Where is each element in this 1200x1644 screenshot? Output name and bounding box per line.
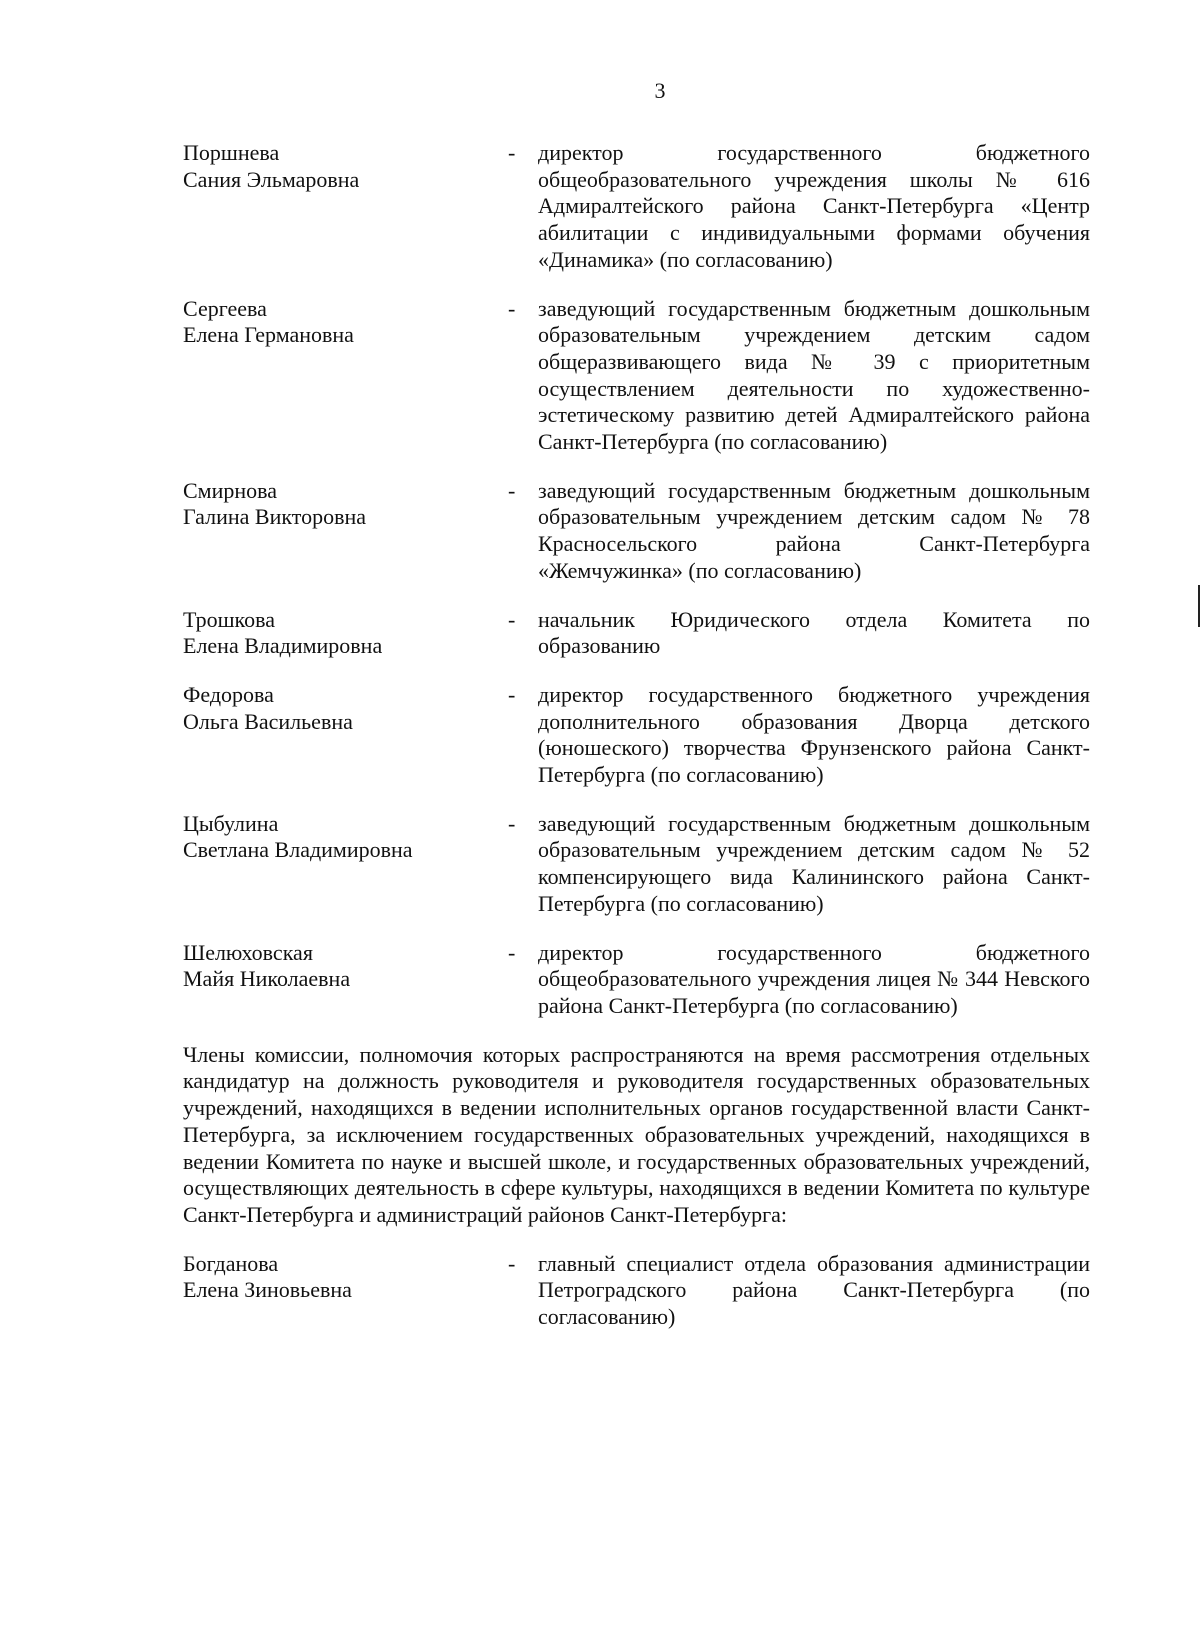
member-entry [183, 478, 1090, 585]
entry-dash: - [508, 810, 516, 836]
commission-paragraph: Члены комиссии, полномочия которых распространяются на время рассмотрения отдельных кандидатур на должность руководителя и руководителя государственных образовательных учреждений, находящихся в ведении исполнительных органов государственной власти Санкт-Петербурга, за исключением государственных образовательных учреждений, находящихся в ведении Комитета по науке и высшей школе, и государственных образовательных учреждений, осуществляющих деятельность в сфере культуры, находящихся в ведении Комитета по культуре Санкт-Петербурга и администраций районов Санкт-Петербурга: [183, 1041, 1090, 1227]
member-surname: Трошкова [183, 606, 275, 632]
member-name [183, 940, 508, 1020]
member-position: заведующий государственным бюджетным дошкольным образовательным учреждением детским садом № 52 компенсирующего вида Калининского района Санкт-Петербурга (по согласованию) [538, 810, 1090, 916]
member-given-name: Елена Германовна [183, 322, 354, 348]
page-number: 3 [654, 78, 666, 103]
member-list [183, 140, 1090, 1331]
member-surname: Поршнева [183, 140, 280, 165]
member-given-name: Елена Зиновьевна [183, 1277, 352, 1303]
member-name [183, 811, 508, 918]
member-name [183, 296, 508, 456]
member-entry [183, 1251, 1090, 1331]
member-name [183, 607, 508, 660]
entry-dash: - [508, 606, 516, 632]
entry-dash: - [508, 140, 516, 165]
member-surname: Шелюховская [183, 939, 313, 965]
member-position: директор государственного бюджетного общеобразовательного учреждения школы № 616 Адмиралтейского района Санкт-Петербурга «Центр абилитации с индивидуальными формами обучения «Динамика» (по согласованию) [538, 140, 1090, 272]
member-given-name: Майя Николаевна [183, 966, 351, 992]
member-surname: Богданова [183, 1250, 279, 1276]
member-position: начальник Юридического отдела Комитета по образованию [538, 606, 1090, 659]
member-position: заведующий государственным бюджетным дошкольным образовательным учреждением детским садом № 78 Красносельского района Санкт-Петербурга «Жемчужинка» (по согласованию) [538, 477, 1090, 583]
member-given-name: Елена Владимировна [183, 633, 383, 659]
member-position: заведующий государственным бюджетным дошкольным образовательным учреждением детским садом общеразвивающего вида № 39 с приоритетным осуществлением деятельности по художественно-эстетическому развитию детей Адмиралтейского района Санкт-Петербурга (по согласованию) [538, 295, 1090, 455]
entry-dash: - [508, 1250, 516, 1276]
member-entry [183, 682, 1090, 789]
member-given-name: Светлана Владимировна [183, 837, 413, 863]
member-entry [183, 607, 1090, 660]
member-position: директор государственного бюджетного общеобразовательного учреждения лицея № 344 Невского района Санкт-Петербурга (по согласованию) [538, 939, 1090, 1018]
member-surname: Федорова [183, 681, 274, 707]
member-entry [183, 811, 1090, 918]
member-given-name: Ольга Васильевна [183, 708, 353, 734]
member-name [183, 682, 508, 789]
member-entry [183, 140, 1090, 274]
member-given-name: Сания Эльмаровна [183, 166, 360, 192]
member-entry [183, 940, 1090, 1020]
member-position: директор государственного бюджетного учреждения дополнительного образования Дворца детского (юношеского) творчества Фрунзенского района Санкт-Петербурга (по согласованию) [538, 681, 1090, 788]
member-name [183, 478, 508, 585]
member-surname: Сергеева [183, 295, 267, 321]
member-name [183, 1251, 508, 1331]
member-surname: Смирнова [183, 477, 278, 503]
entry-dash: - [508, 939, 516, 965]
member-entry [183, 296, 1090, 456]
member-given-name: Галина Викторовна [183, 504, 367, 530]
entry-dash: - [508, 295, 516, 321]
member-position: главный специалист отдела образования администрации Петроградского района Санкт-Петербурга (по согласованию) [538, 1250, 1090, 1330]
member-name [183, 140, 508, 274]
entry-dash: - [508, 477, 516, 503]
entry-dash: - [508, 681, 516, 707]
member-surname: Цыбулина [183, 810, 279, 836]
